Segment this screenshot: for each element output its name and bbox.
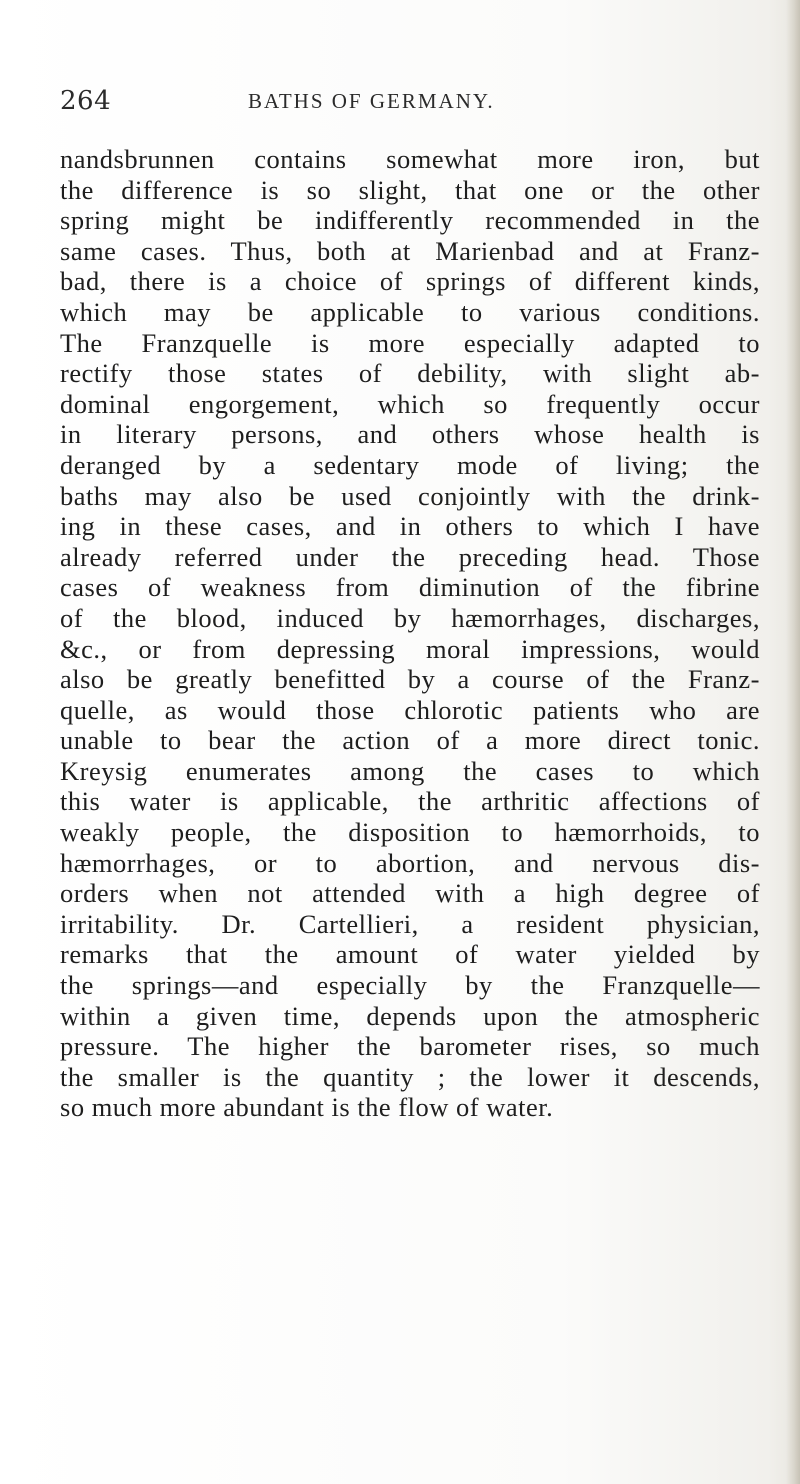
text-line: in literary persons, and others whose health is [60, 419, 760, 450]
text-line: which may be applicable to various conditions. [60, 296, 760, 327]
text-line: ing in these cases, and in others to which I have [60, 511, 760, 542]
running-title: BATHS OF GERMANY. [248, 89, 495, 113]
text-line: within a given time, depends upon the atmospheric [60, 1000, 760, 1031]
text-line: already referred under the preceding head. Those [60, 541, 760, 572]
page-number: 264 [60, 86, 112, 116]
text-line: rectify those states of debility, with slight ab- [60, 358, 760, 389]
text-line: the springs—and especially by the Franzquelle— [60, 970, 760, 1001]
text-line: unable to bear the action of a more direct tonic. [60, 725, 760, 756]
text-line: the smaller is the quantity ; the lower it descends, [60, 1061, 760, 1092]
text-line: spring might be indifferently recommended in the [60, 205, 760, 236]
text-line: quelle, as would those chlorotic patients who are [60, 694, 760, 725]
text-line: this water is applicable, the arthritic affections of [60, 786, 760, 817]
text-line: Kreysig enumerates among the cases to which [60, 755, 760, 786]
text-line: hæmorrhages, or to abortion, and nervous dis- [60, 847, 760, 878]
text-line: nandsbrunnen contains somewhat more iron, but [60, 144, 760, 174]
text-line: the difference is so slight, that one or the other [60, 174, 760, 205]
text-line: deranged by a sedentary mode of living; the [60, 449, 760, 480]
text-line: bad, there is a choice of springs of different kinds, [60, 266, 760, 297]
text-line: The Franzquelle is more especially adapted to [60, 327, 760, 358]
text-line: same cases. Thus, both at Marienbad and at Franz- [60, 235, 760, 266]
page-edge-shadow [786, 0, 800, 1484]
running-head [60, 86, 720, 126]
text-line: pressure. The higher the barometer rises, so much [60, 1031, 760, 1062]
body-text [60, 144, 760, 1123]
text-line: so much more abundant is the flow of water. [60, 1092, 554, 1123]
text-line: cases of weakness from diminution of the fibrine [60, 572, 760, 603]
text-line: weakly people, the disposition to hæmorrhoids, to [60, 817, 760, 848]
text-line: dominal engorgement, which so frequently occur [60, 388, 760, 419]
text-line: &c., or from depressing moral impressions, would [60, 633, 760, 664]
text-line: irritability. Dr. Cartellieri, a resident physician, [60, 908, 760, 939]
text-line: orders when not attended with a high degree of [60, 878, 760, 909]
text-line: remarks that the amount of water yielded by [60, 939, 760, 970]
text-line: also be greatly benefitted by a course of the Franz- [60, 664, 760, 695]
text-line: of the blood, induced by hæmorrhages, discharges, [60, 602, 760, 633]
text-line: baths may also be used conjointly with the drink- [60, 480, 760, 511]
